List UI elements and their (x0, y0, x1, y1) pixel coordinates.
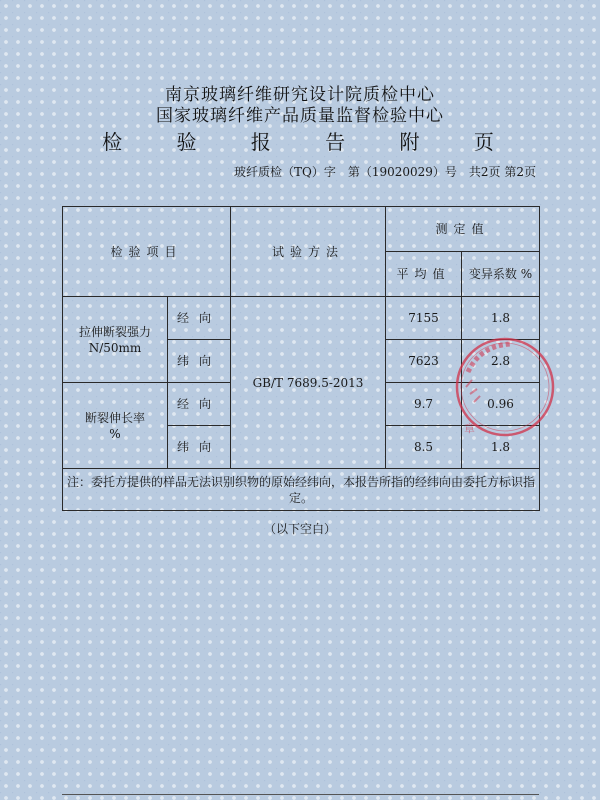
end-marker: （以下空白） (263, 522, 336, 536)
direction-cell: 纬向 (168, 340, 231, 383)
direction-cell: 纬向 (168, 426, 231, 469)
average-cell: 7623 (386, 340, 462, 383)
direction-cell: 经向 (168, 383, 231, 426)
average-cell: 9.7 (386, 383, 462, 426)
header-average: 平均值 (386, 252, 462, 297)
group-tensile-strength: 拉伸断裂强力 N/50mm (63, 297, 168, 383)
cv-cell: 0.96 (462, 383, 540, 426)
bottom-divider (62, 794, 539, 795)
cv-cell: 1.8 (462, 426, 540, 469)
header-test-method: 试验方法 (231, 207, 386, 297)
header-measured-value: 测定值 (386, 207, 540, 252)
table-note: 注：委托方提供的样品无法识别织物的原始经纬向，本报告所指的经纬向由委托方标识指定。 (63, 469, 540, 511)
institute-name-line2: 国家玻璃纤维产品质量监督检验中心 (156, 106, 444, 126)
average-cell: 8.5 (386, 426, 462, 469)
cv-cell: 2.8 (462, 340, 540, 383)
header-test-item: 检验项目 (63, 207, 231, 297)
group-elongation: 断裂伸长率 % (63, 383, 168, 469)
page-title: 检 验 报 告 附 页 (102, 130, 518, 154)
report-reference-number: 玻纤质检（TQ）字 第（19020029）号 共2页 第2页 (233, 165, 536, 179)
average-cell: 7155 (386, 297, 462, 340)
cv-cell: 1.8 (462, 297, 540, 340)
header-cv: 变异系数 % (462, 252, 540, 297)
svg-text:章: 章 (464, 422, 475, 435)
institute-name-line1: 南京玻璃纤维研究设计院质检中心 (165, 85, 435, 105)
test-results-table (62, 206, 540, 511)
method-cell: GB/T 7689.5-2013 (231, 297, 386, 469)
direction-cell: 经向 (168, 297, 231, 340)
